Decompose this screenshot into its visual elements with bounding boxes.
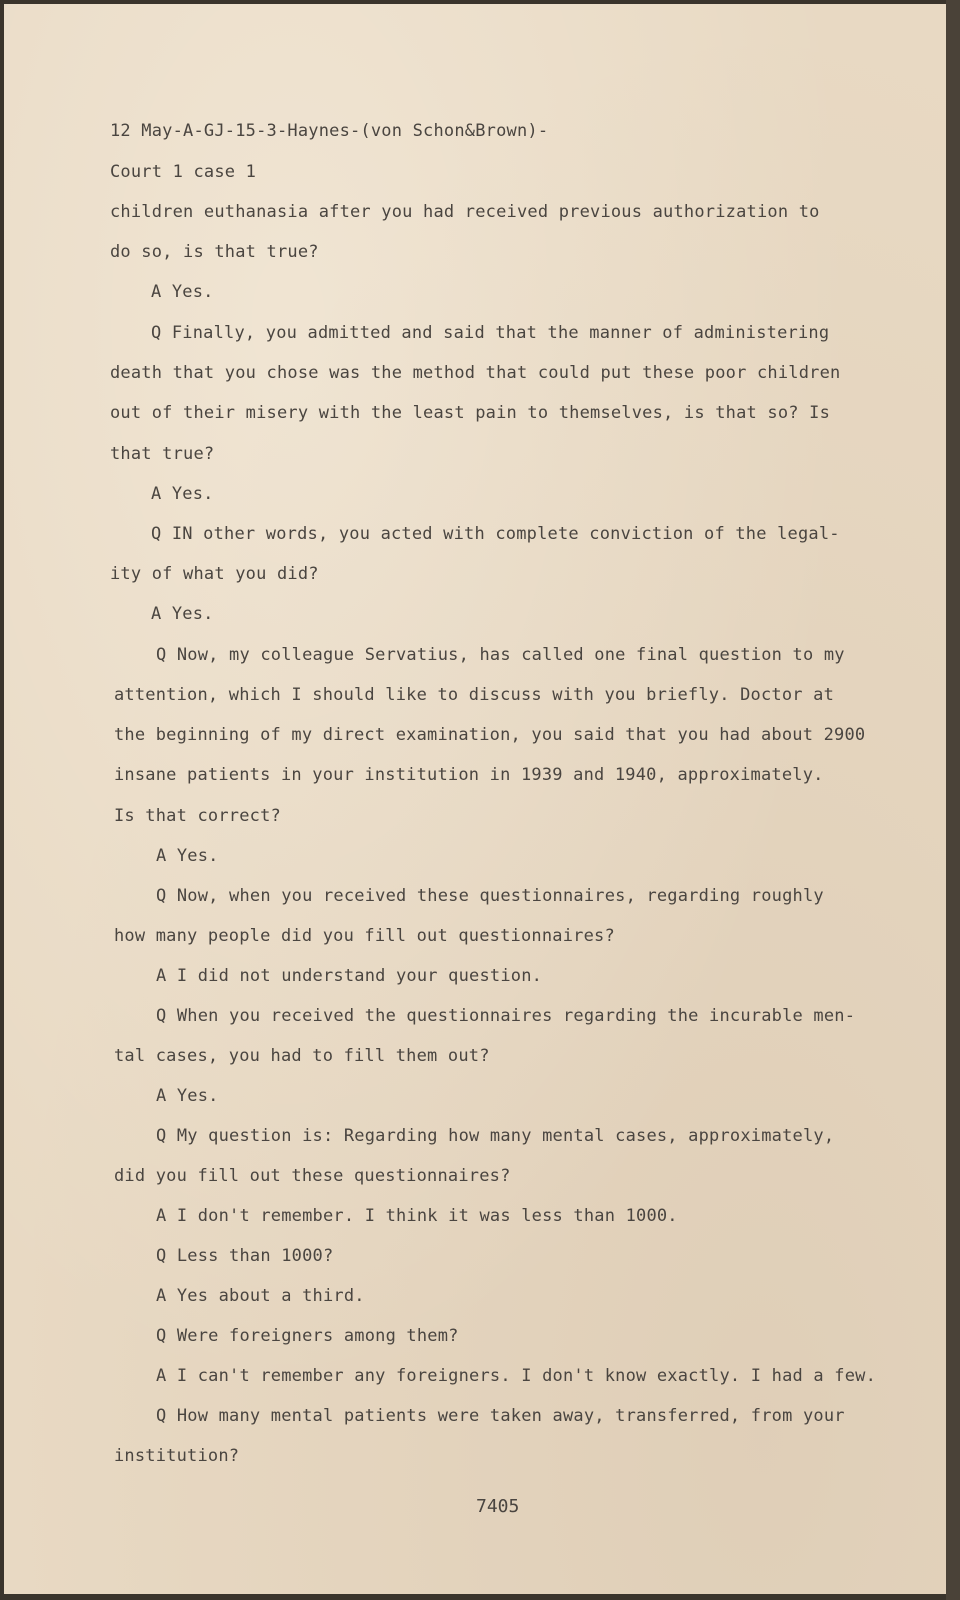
text-line: death that you chose was the method that could put these poor children	[110, 363, 841, 383]
answer-line: A Yes.	[156, 1086, 219, 1106]
answer-line: A Yes.	[151, 484, 214, 504]
header-line-2: Court 1 case 1	[110, 162, 257, 182]
question-line: Q IN other words, you acted with complete conviction of the legal-	[151, 524, 840, 544]
text-line: children euthanasia after you had received previous authorization to	[110, 202, 820, 222]
text-line: that true?	[110, 444, 215, 464]
text-line: the beginning of my direct examination, you said that you had about 2900	[114, 725, 866, 745]
answer-line: A I did not understand your question.	[156, 966, 543, 986]
text-line: did you fill out these questionnaires?	[114, 1166, 511, 1186]
document-page	[4, 4, 952, 1594]
answer-line: A I can't remember any foreigners. I don't know exactly. I had a few.	[156, 1366, 877, 1386]
question-line: Q Now, when you received these questionnaires, regarding roughly	[156, 886, 824, 906]
text-line: ity of what you did?	[110, 564, 319, 584]
page-number: 7405	[476, 1496, 520, 1517]
answer-line: A Yes about a third.	[156, 1286, 365, 1306]
text-line: tal cases, you had to fill them out?	[114, 1046, 490, 1066]
page-edge-shadow	[946, 0, 960, 1600]
answer-line: A I don't remember. I think it was less than 1000.	[156, 1206, 678, 1226]
question-line: Q How many mental patients were taken away, transferred, from your	[156, 1406, 845, 1426]
text-line: institution?	[114, 1446, 240, 1466]
question-line: Q Now, my colleague Servatius, has called one final question to my	[156, 645, 845, 665]
text-line: Is that correct?	[114, 806, 281, 826]
header-line-1: 12 May-A-GJ-15-3-Haynes-(von Schon&Brown)-	[110, 121, 549, 141]
answer-line: A Yes.	[151, 604, 214, 624]
text-line: do so, is that true?	[110, 242, 319, 262]
question-line: Q Less than 1000?	[156, 1246, 334, 1266]
question-line: Q Finally, you admitted and said that the manner of administering	[151, 323, 830, 343]
text-line: attention, which I should like to discuss with you briefly. Doctor at	[114, 685, 835, 705]
text-line: out of their misery with the least pain to themselves, is that so? Is	[110, 403, 831, 423]
answer-line: A Yes.	[151, 282, 214, 302]
question-line: Q Were foreigners among them?	[156, 1326, 459, 1346]
question-line: Q When you received the questionnaires regarding the incurable men-	[156, 1006, 856, 1026]
text-line: insane patients in your institution in 1939 and 1940, approximately.	[114, 765, 824, 785]
answer-line: A Yes.	[156, 846, 219, 866]
text-line: how many people did you fill out questionnaires?	[114, 926, 615, 946]
question-line: Q My question is: Regarding how many mental cases, approximately,	[156, 1126, 835, 1146]
